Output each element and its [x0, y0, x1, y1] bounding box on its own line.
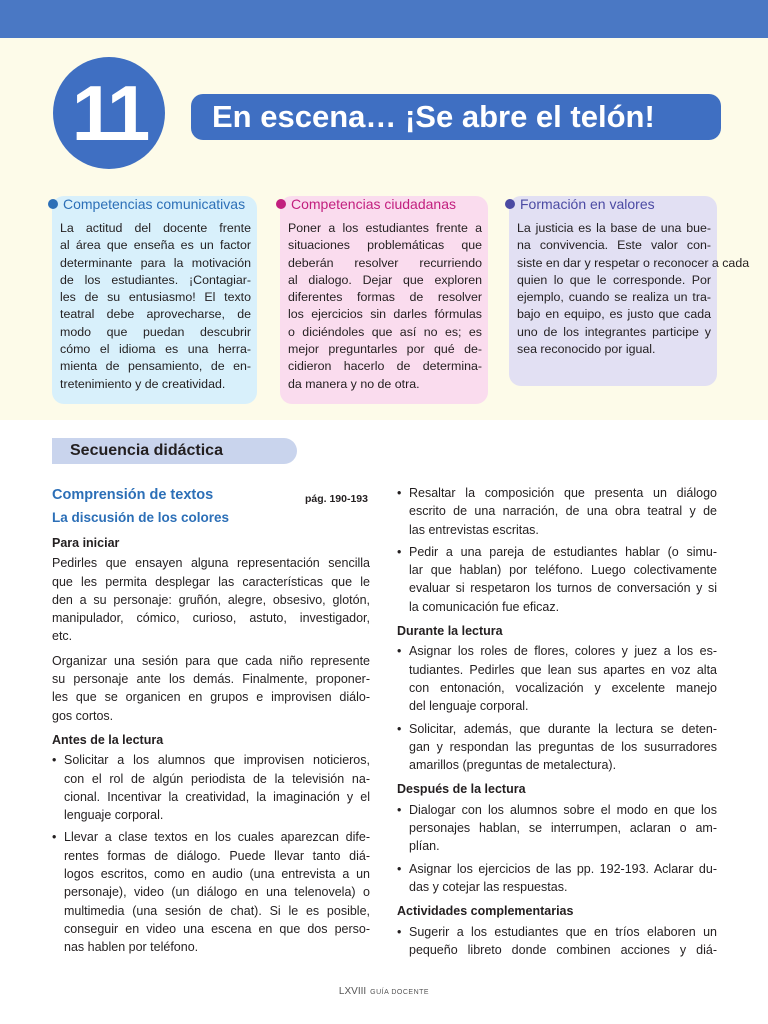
page-footer: [0, 986, 768, 997]
reading-title: La discusión de los colores: [52, 510, 230, 525]
text-line: la comunicación fue eficaz.: [409, 599, 560, 614]
list-item: [397, 484, 717, 539]
bullet-list: [397, 642, 717, 774]
subheading-para-iniciar: Para iniciar: [52, 536, 120, 550]
box-heading: [276, 194, 456, 214]
text-line: • Sugerir a los estudiantes que en tríos elaboren un: [409, 924, 717, 939]
text-line: determinante para la motivación: [60, 255, 251, 270]
text-line: bajo en equipo, es justo que cada: [517, 307, 711, 322]
text-line: que les permita desplegar las características que le: [52, 574, 370, 589]
list-item: [397, 642, 717, 715]
text-line: situaciones problemáticas que: [288, 238, 482, 253]
text-line: siste en dar y respetar o reconocer a cada: [517, 255, 750, 270]
text-line: • Llevar a clase textos en los cuales aparezcan dife-: [64, 830, 370, 845]
text-line: modo que puedan descubrir: [60, 324, 251, 339]
list-item: [397, 543, 717, 616]
text-line: ejemplo, cuando se realiza un tra-: [517, 290, 711, 305]
list-item: [52, 828, 370, 956]
box-body: [60, 220, 251, 393]
text-line: pequeño libreto donde combinen acciones y diá-: [409, 942, 717, 957]
text-line: lenguaje corporal.: [64, 808, 164, 823]
text-line: den a su personaje: gruñón, alegre, obsesivo, glotón,: [52, 592, 370, 607]
text-line: quien lo que le corresponde. Por: [517, 272, 711, 287]
text-line: La justicia es la base de una bue-: [517, 221, 711, 235]
text-line: personajes hablan, se interrumpen, aclaran o am-: [409, 821, 717, 836]
text-line: al dialogo. Dejar que exploren: [288, 272, 482, 287]
text-line: cional. Incentivar la creatividad, la imaginación y el: [64, 789, 370, 804]
text-line: na convivencia. Este valor con-: [517, 238, 711, 253]
page-title: En escena… ¡Se abre el telón!: [212, 99, 655, 134]
text-line: personaje), video (un diálogo en una telenovela) o: [64, 885, 370, 900]
text-line: cidieron hacerlo de determina-: [288, 359, 482, 374]
box-title: Competencias comunicativas: [63, 196, 246, 212]
text-line: con el rol de algún periodista de la televisión na-: [64, 771, 370, 786]
text-line: uno de los integrantes participe y: [517, 324, 711, 339]
text-line: les de su entusiasmo! El texto: [60, 290, 251, 305]
text-line: • Pedir a una pareja de estudiantes hablar (o simu-: [409, 544, 717, 559]
text-line: les que se organicen en grupos e improvisen diálo-: [52, 690, 370, 705]
bullet-icon: [276, 199, 286, 209]
bullet-list: [397, 484, 717, 616]
box-body: [517, 220, 750, 358]
text-line: gan y respondan las preguntas de los susurradores: [409, 739, 717, 754]
text-line: escrito de una narración, de una obra teatral y de: [409, 504, 717, 519]
text-line: los ejercicios sin darles fórmulas: [288, 307, 482, 322]
text-line: mienta de pensamiento, de en-: [60, 359, 251, 374]
page-reference: pág. 190-193: [304, 493, 368, 505]
paragraph: [52, 554, 370, 645]
text-line: plían.: [409, 839, 440, 854]
bullet-list: [397, 801, 717, 896]
text-line: manipulador, cómico, curioso, astuto, investigador,: [52, 611, 370, 626]
bullet-list: [397, 923, 717, 960]
paragraph: [52, 652, 370, 725]
box-competencias-ciudadanas: [280, 196, 488, 404]
section-heading: Comprensión de textos: [52, 487, 214, 503]
subheading-durante-la-lectura: Durante la lectura: [397, 624, 503, 639]
bullet-icon: [505, 199, 515, 209]
text-line: teatral debe aprovecharse, de: [60, 307, 251, 322]
right-column: [397, 484, 717, 963]
text-line: rentes formas de diálogo. Puede llevar tanto diá-: [64, 848, 370, 863]
box-competencias-comunicativas: [52, 196, 257, 404]
text-line: Poner a los estudiantes frente a: [288, 221, 482, 235]
text-line: tudiantes. Pedirles que lean sus apartes en voz alta: [409, 662, 717, 677]
text-line: tretenimiento y de creatividad.: [60, 376, 226, 391]
list-item: [397, 923, 717, 960]
box-heading: [505, 194, 655, 214]
text-line: diferentes formas de resolver: [288, 290, 482, 305]
text-line: • Resaltar la composición que presenta un diálogo: [409, 486, 717, 500]
text-line: das y cotejar las respuestas.: [409, 879, 568, 894]
subheading-despues-de-la-lectura: Después de la lectura: [397, 782, 526, 797]
text-line: Pedirles que ensayen alguna representación sencilla: [52, 556, 370, 571]
text-line: Organizar una sesión para que cada niño represente: [52, 653, 370, 668]
text-line: las entrevistas escritas.: [409, 522, 539, 537]
text-line: • Asignar los ejercicios de las pp. 192-193. Aclarar du-: [409, 861, 717, 876]
text-line: lar que hablan) por teléfono. Luego colectivamente: [409, 563, 717, 578]
text-line: sea reconocido por igual.: [517, 342, 656, 357]
box-formacion-en-valores: [509, 196, 750, 386]
text-line: da manera y no de otra.: [288, 376, 420, 391]
list-item: [397, 720, 717, 775]
page-number: LXVIII: [338, 986, 367, 997]
list-item: [397, 801, 717, 856]
text-line: etc.: [52, 629, 73, 644]
text-line: • Solicitar, además, que durante la lectura se deten-: [409, 721, 717, 736]
text-line: nas hablen por teléfono.: [64, 940, 199, 955]
text-line: su personaje ante los demás. Finalmente, proponer-: [52, 672, 370, 687]
text-line: cómo el idioma es una herra-: [60, 342, 251, 357]
subheading-antes-de-la-lectura: Antes de la lectura: [52, 732, 164, 747]
text-line: de los estudiantes. ¡Contagiar-: [60, 272, 251, 287]
footer-label: GUÍA DOCENTE: [370, 989, 430, 996]
text-line: amarillos (preguntas de metalectura).: [409, 758, 617, 773]
list-item: [397, 860, 717, 897]
text-line: o diciéndoles que así no es; es: [288, 324, 482, 339]
text-line: con entonación, vocalización y excelente manejo: [409, 680, 717, 695]
top-color-bar: [0, 0, 768, 38]
left-column: [52, 484, 370, 961]
text-line: • Solicitar a los alumnos que improvisen noticieros,: [64, 753, 370, 768]
text-line: mejor preguntarles por qué de-: [288, 342, 482, 357]
box-heading: [48, 194, 245, 214]
text-line: evaluar si respetaron los turnos de conversación y si: [409, 581, 717, 596]
section-title: Secuencia didáctica: [70, 442, 223, 459]
bullet-icon: [48, 199, 58, 209]
text-line: La actitud del docente frente: [60, 221, 251, 235]
text-line: • Dialogar con los alumnos sobre el modo en que los: [409, 802, 717, 817]
subheading-actividades-complementarias: Actividades complementarias: [397, 904, 574, 919]
box-title: Competencias ciudadanas: [291, 196, 456, 212]
text-line: • Asignar los roles de flores, colores y juez a los es-: [409, 644, 717, 659]
bullet-list: [52, 751, 370, 956]
text-line: deberán resolver recurriendo: [288, 255, 482, 270]
text-line: del lenguaje corporal.: [409, 699, 529, 714]
unit-number-badge: 11: [53, 57, 165, 169]
text-line: gos cortos.: [52, 708, 114, 723]
text-line: al área que enseña es un factor: [60, 238, 251, 253]
box-body: [288, 220, 482, 393]
list-item: [52, 751, 370, 824]
text-line: logos escritos, como en audio (una entrevista a un: [64, 867, 370, 882]
text-line: conseguir en video una escena en que dos perso-: [64, 921, 370, 936]
box-title: Formación en valores: [520, 196, 655, 212]
text-line: multimedia (una sesión de chat). Si le es posible,: [64, 903, 370, 918]
